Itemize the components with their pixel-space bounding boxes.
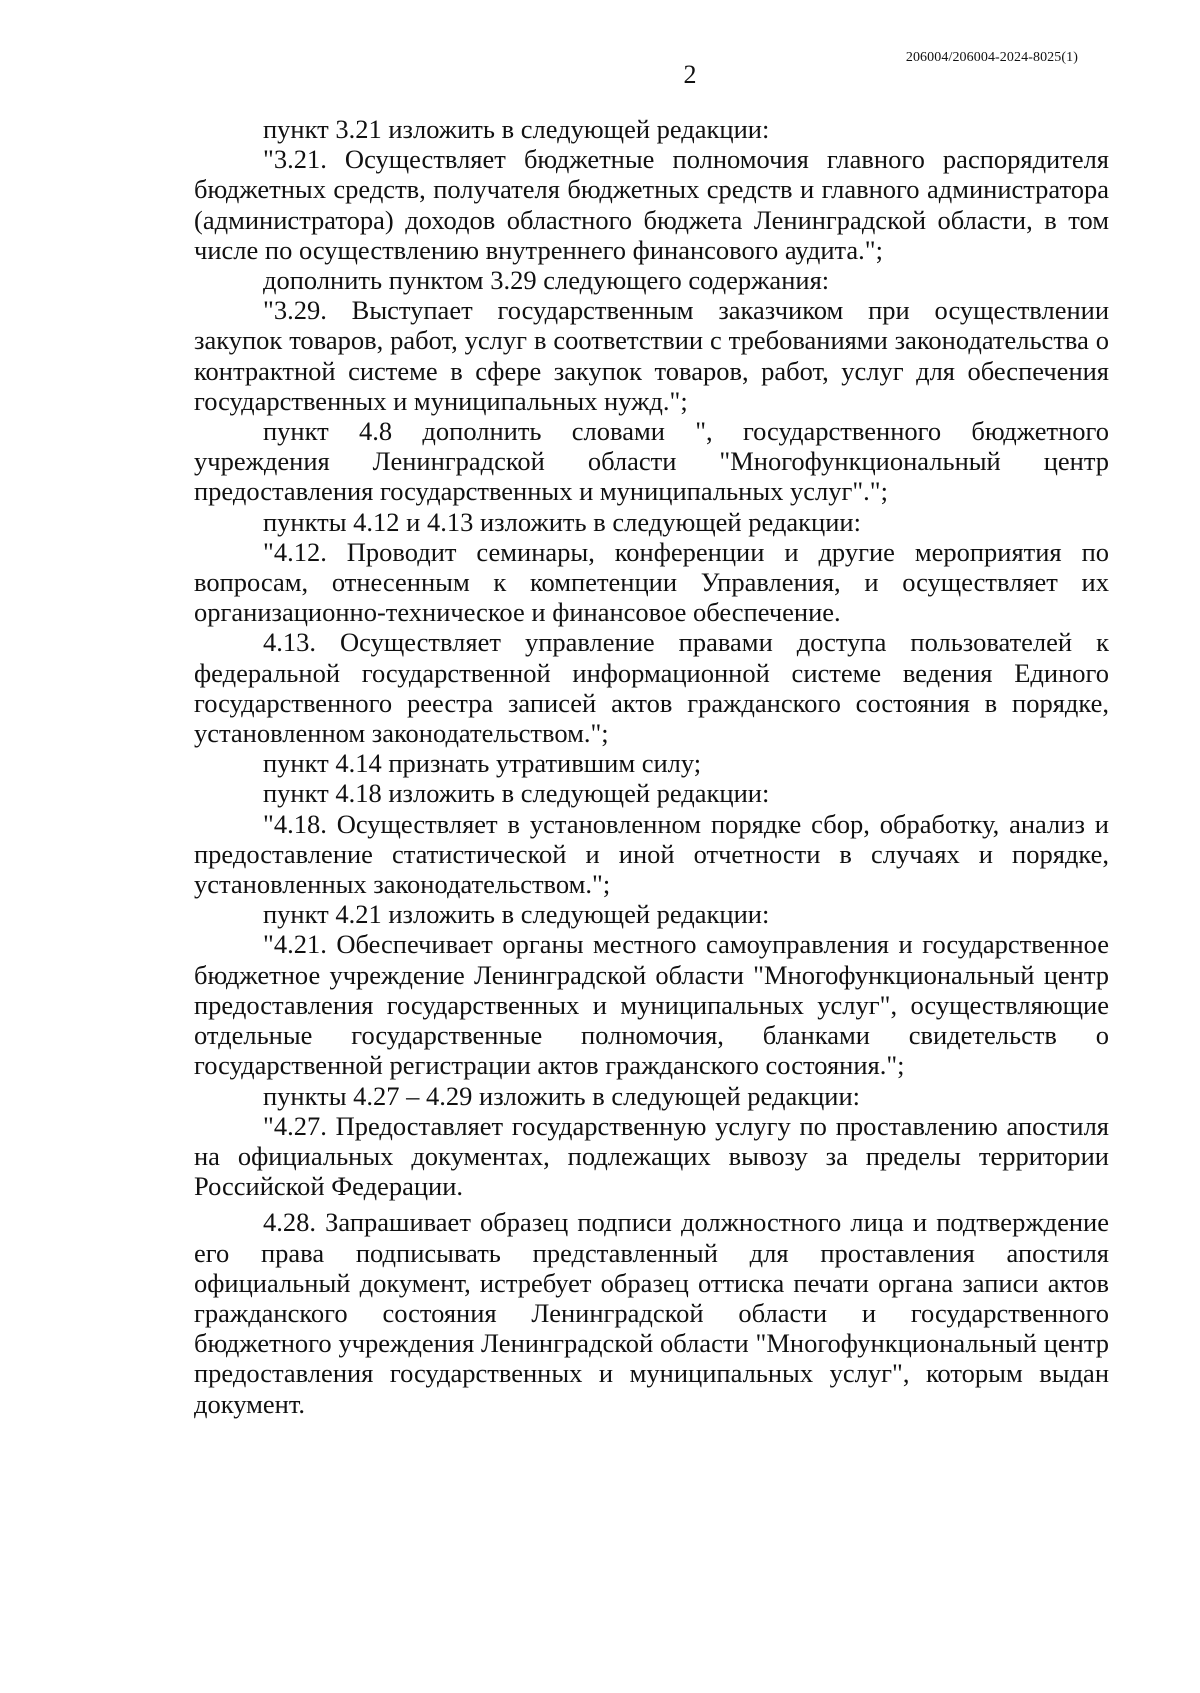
page-number: 2 [683, 60, 697, 89]
paragraph-8: 4.13. Осуществляет управление правами доступа пользователей к федеральной государственной информационной системе ведения Единого государственного реестра записей актов гражданского состояния в порядке, установленном законодательством."; [194, 627, 1109, 749]
paragraph-12: пункт 4.21 изложить в следующей редакции: [263, 899, 770, 930]
paragraph-6: пункты 4.12 и 4.13 изложить в следующей редакции: [263, 506, 861, 537]
paragraph-2: "3.21. Осуществляет бюджетные полномочия главного распорядителя бюджетных средств, получателя бюджетных средств и главного администратора (администратора) доходов областного бюджета Ленинградской области, в том числе по осуществлению внутреннего финансового аудита."; [194, 144, 1109, 265]
paragraph-16: 4.28. Запрашивает образец подписи должностного лица и подтверждение его права подписывать представленный для проставления апостиля официальный документ, истребует образец оттиска печати органа записи актов гражданского состояния Ленинградской области и государственного бюджетного учреждения Ленинградской области "Многофункциональный центр предоставления государственных и муниципальных услуг", которым выдан документ. [194, 1207, 1109, 1419]
paragraph-5: пункт 4.8 дополнить словами ", государственного бюджетного учреждения Ленинградской области "Многофункциональный центр предоставления государственных и муниципальных услуг"."; [194, 416, 1109, 507]
paragraph-14: пункты 4.27 – 4.29 изложить в следующей редакции: [263, 1080, 861, 1111]
paragraph-9: пункт 4.14 признать утратившим силу; [263, 748, 702, 779]
document-body [194, 114, 1109, 1419]
paragraph-7: "4.12. Проводит семинары, конференции и другие мероприятия по вопросам, отнесенным к компетенции Управления, и осуществляет их организационно-техническое и финансовое обеспечение. [194, 536, 1109, 628]
paragraph-4: "3.29. Выступает государственным заказчиком при осуществлении закупок товаров, работ, услуг в соответствии с требованиями законодательства о контрактной системе в сфере закупок товаров, работ, услуг для обеспечения государственных и муниципальных нужд."; [194, 295, 1109, 416]
paragraph-1: пункт 3.21 изложить в следующей редакции: [263, 114, 770, 144]
paragraph-3: дополнить пунктом 3.29 следующего содержания: [263, 265, 830, 296]
paragraph-13: "4.21. Обеспечивает органы местного самоуправления и государственное бюджетное учреждение Ленинградской области "Многофункциональный центр предоставления государственных и муниципальных услуг", осуществляющие отдельные государственные полномочия, бланками свидетельств о государственной регистрации актов гражданского состояния."; [194, 929, 1109, 1081]
paragraph-11: "4.18. Осуществляет в установленном порядке сбор, обработку, анализ и предоставление статистической и иной отчетности в случаях и порядке, установленных законодательством."; [194, 808, 1109, 900]
paragraph-10: пункт 4.18 изложить в следующей редакции: [263, 778, 770, 809]
document-registration-number: 206004/206004-2024-8025(1) [905, 50, 1078, 65]
paragraph-15: "4.27. Предоставляет государственную услугу по проставлению апостиля на официальных документах, подлежащих вывозу за пределы территории Российской Федерации. [194, 1110, 1109, 1202]
